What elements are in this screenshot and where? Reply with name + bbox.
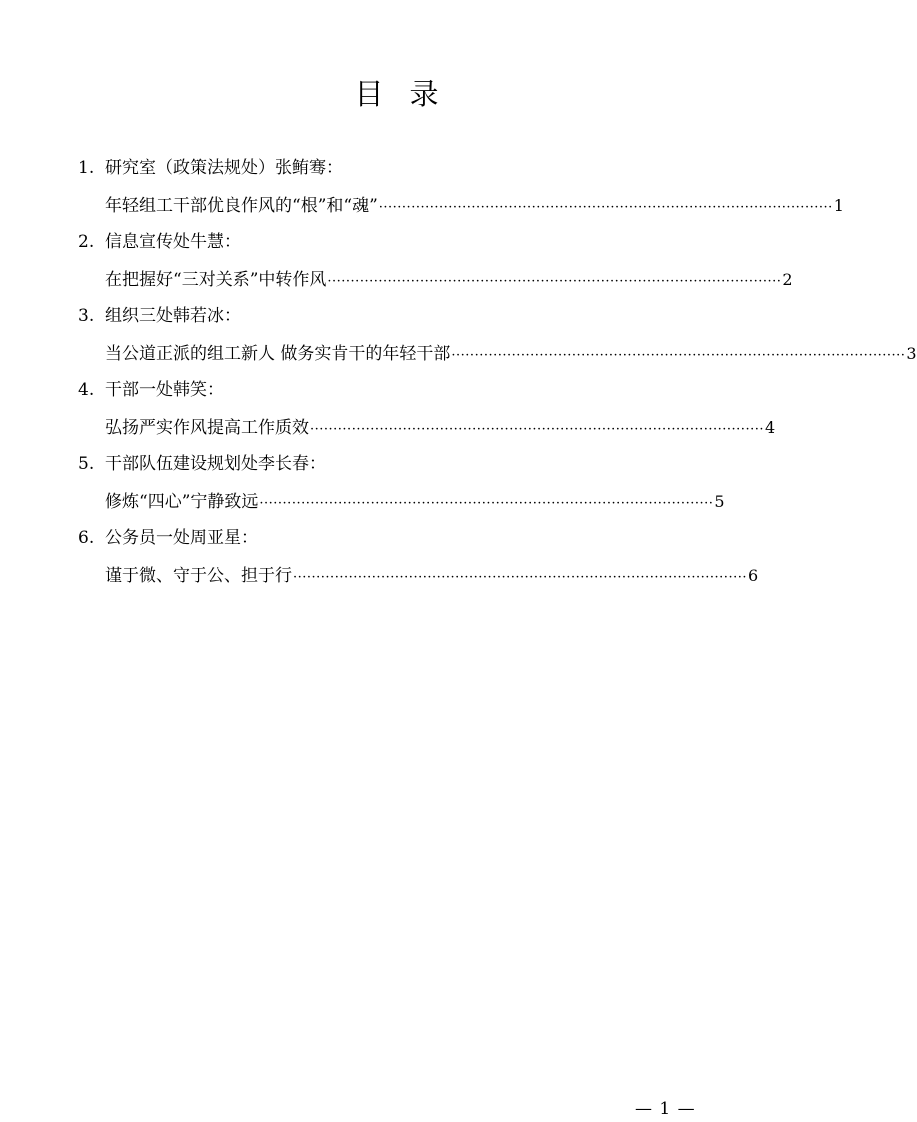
page-title-char-1: 目 [354, 77, 384, 111]
toc-author: 公务员一处周亚星： [105, 528, 258, 548]
page-title [0, 72, 793, 113]
dot-leader: ·································································································· [310, 422, 764, 437]
dot-leader: ·································································································· [327, 274, 782, 289]
page-title-char-2: 录 [409, 77, 439, 111]
toc-article-link[interactable] [78, 483, 725, 520]
toc-article-title: 当公道正派的组工新人 做务实肯干的年轻干部 [105, 344, 451, 364]
toc-author-line [78, 520, 718, 557]
toc-article-link[interactable] [78, 187, 844, 224]
toc-page-number: 3 [906, 344, 917, 363]
toc-article-link[interactable] [78, 335, 917, 372]
toc-article-link[interactable] [78, 409, 776, 446]
dot-leader: ·································································································· [378, 200, 833, 215]
toc-author: 干部队伍建设规划处李长春： [105, 454, 326, 474]
toc-entry [78, 520, 759, 594]
toc-author-line [78, 150, 718, 187]
toc-entry-number: 3. [78, 306, 95, 326]
toc-author: 干部一处韩笑： [105, 380, 224, 400]
toc-page-number: 4 [764, 418, 776, 437]
dot-leader: ·································································································· [259, 496, 714, 511]
toc-article-link[interactable] [78, 261, 793, 298]
toc-entry-number: 5. [78, 454, 95, 474]
toc-author: 组织三处韩若冰： [105, 306, 241, 326]
toc-author-line [78, 372, 718, 409]
toc-page-number: 1 [833, 196, 844, 215]
toc-page-number: 2 [782, 270, 793, 289]
toc-author-line [78, 446, 718, 483]
toc-author: 信息宣传处牛慧： [105, 232, 241, 252]
toc-article-title: 修炼“四心”宁静致远 [105, 492, 259, 512]
toc-article-title: 弘扬严实作风提高工作质效 [105, 418, 309, 438]
toc-entry-number: 1. [78, 158, 95, 178]
toc-entry-number: 2. [78, 232, 95, 252]
toc-article-link[interactable] [78, 557, 759, 594]
footer-page-number: — 1 — [635, 1099, 696, 1119]
toc-page-number: 5 [714, 492, 725, 511]
toc-page-number: 6 [747, 566, 759, 585]
toc-entry-number: 6. [78, 528, 95, 548]
toc-article-title: 谨于微、守于公、担于行 [105, 566, 292, 586]
toc-entry [78, 298, 917, 372]
toc-entry [78, 372, 776, 446]
toc-article-title: 年轻组工干部优良作风的“根”和“魂” [105, 196, 378, 216]
toc-entry [78, 224, 793, 298]
toc-entry [78, 446, 725, 520]
toc-author: 研究室（政策法规处）张鲔骞： [105, 158, 343, 178]
dot-leader: ·································································································· [451, 348, 906, 363]
toc-author-line [78, 298, 718, 335]
dot-leader: ·································································································· [293, 570, 747, 585]
toc-entry-number: 4. [78, 380, 95, 400]
toc-author-line [78, 224, 718, 261]
table-of-contents [78, 150, 917, 594]
toc-article-title: 在把握好“三对关系”中转作风 [105, 270, 327, 290]
toc-entry [78, 150, 844, 224]
